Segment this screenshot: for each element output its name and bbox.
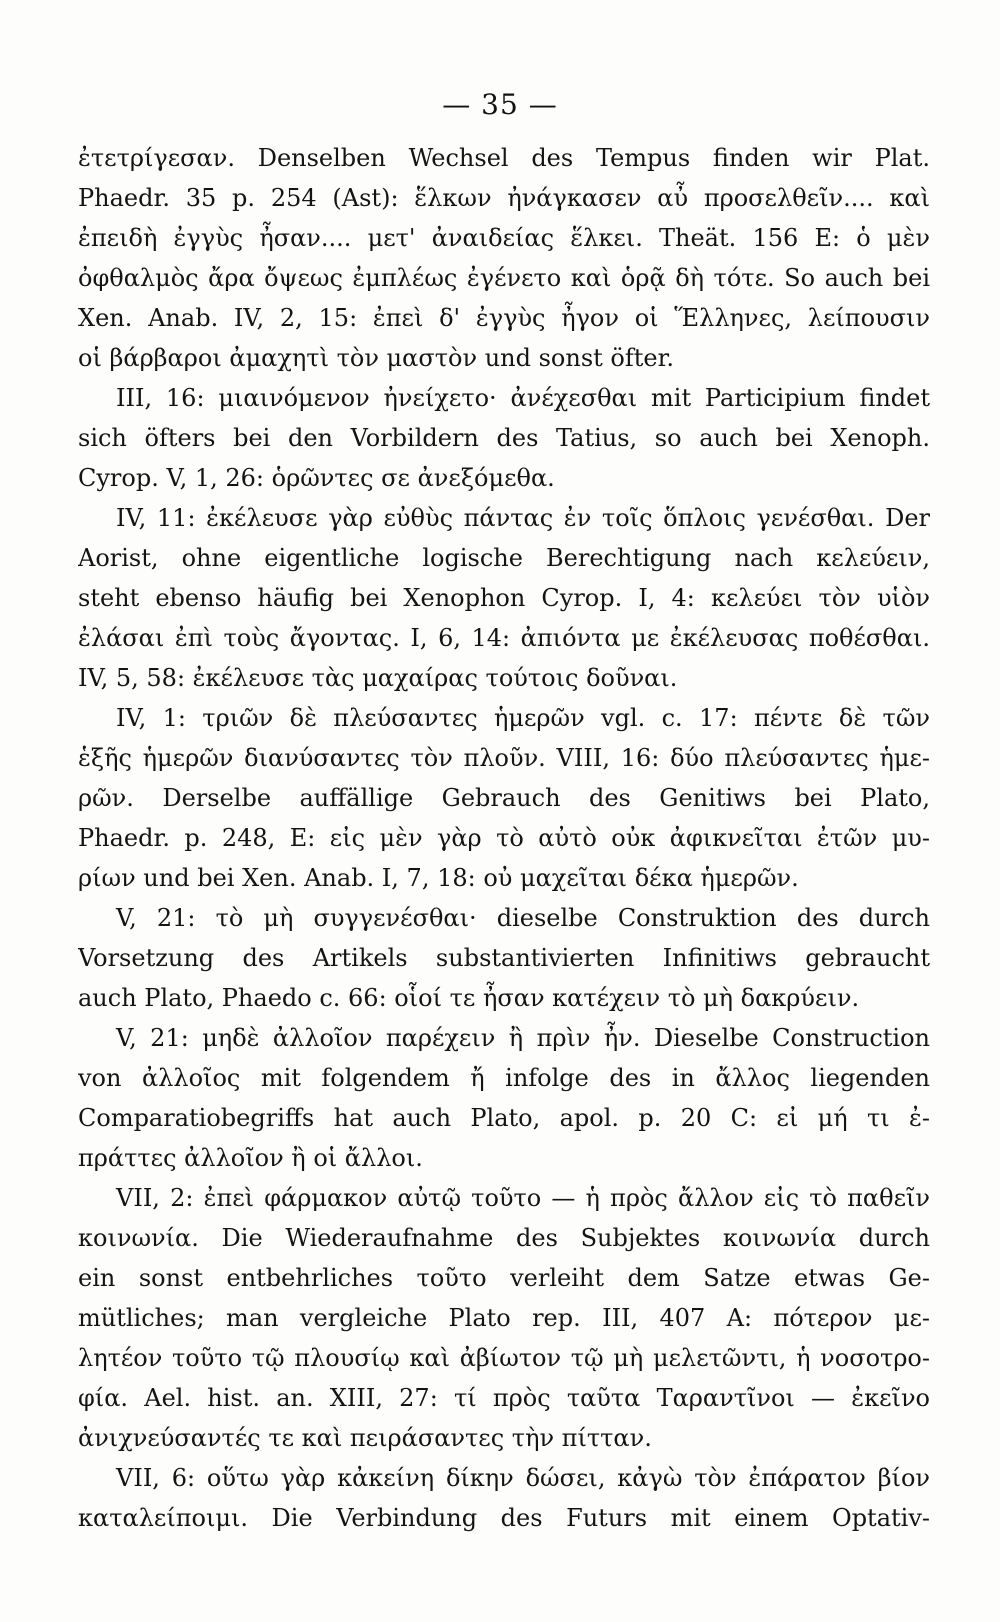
text-line: Aorist, ohne eigentliche logische Berechtigung nach κελεύειν, bbox=[78, 544, 930, 572]
text-line: ein sonst entbehrliches τοῦτο verleiht dem Satze etwas Ge- bbox=[78, 1264, 930, 1292]
text-line: auch Plato, Phaedo c. 66: οἷοί τε ἦσαν κατέχειν τὸ μὴ δακρύειν. bbox=[78, 984, 860, 1012]
body-text bbox=[78, 138, 930, 1538]
text-line: IV, 11: ἐκέλευσε γὰρ εὐθὺς πάντας ἐν τοῖς ὅπλοις γενέσθαι. Der bbox=[116, 504, 930, 532]
text-line: IV, 5, 58: ἐκέλευσε τὰς μαχαίρας τούτοις δοῦναι. bbox=[78, 664, 678, 692]
text-line: V, 21: τὸ μὴ συγγενέσθαι· dieselbe Construktion des durch bbox=[116, 904, 930, 932]
text-line: VII, 2: ἐπεὶ φάρμακον αὐτῷ τοῦτο — ἡ πρὸς ἄλλον εἰς τὸ παθεῖν bbox=[116, 1184, 930, 1212]
text-line: ρῶν. Derselbe auffällige Gebrauch des Genitiws bei Plato, bbox=[78, 784, 930, 812]
text-line: mütliches; man vergleiche Plato rep. III, 407 A: πότερον με- bbox=[78, 1304, 930, 1332]
text-line: VII, 6: οὕτω γὰρ κἀκείνη δίκην δώσει, κἀγὼ τὸν ἐπάρατον βίον bbox=[116, 1464, 930, 1492]
text-line: sich öfters bei den Vorbildern des Tatius, so auch bei Xenoph. bbox=[78, 424, 930, 452]
text-line: κοινωνία. Die Wiederaufnahme des Subjektes κοινωνία durch bbox=[78, 1224, 930, 1252]
text-line: Phaedr. p. 248, E: εἰς μὲν γὰρ τὸ αὐτὸ οὐκ ἀφικνεῖται ἐτῶν μυ- bbox=[78, 824, 930, 852]
text-line: III, 16: μιαινόμενον ἠνείχετο· ἀνέχεσθαι mit Participium findet bbox=[116, 384, 930, 412]
text-line: Xen. Anab. IV, 2, 15: ἐπεὶ δ' ἐγγὺς ἦγον οἱ Ἕλληνες, λείπουσιν bbox=[78, 304, 930, 332]
text-line: ἑξῆς ἡμερῶν διανύσαντες τὸν πλοῦν. VIII, 16: δύο πλεύσαντες ἡμε- bbox=[78, 744, 930, 772]
text-line: ὀφθαλμὸς ἄρα ὄψεως ἐμπλέως ἐγένετο καὶ ὁρᾷ δὴ τότε. So auch bei bbox=[78, 264, 930, 292]
text-line: Phaedr. 35 p. 254 (Ast): ἕλκων ἠνάγκασεν αὖ προσελθεῖν.... καὶ bbox=[78, 184, 930, 212]
text-line: Vorsetzung des Artikels substantivierten Infinitiws gebraucht bbox=[78, 944, 930, 972]
text-line: οἱ βάρβαροι ἀμαχητὶ τὸν μαστὸν und sonst öfter. bbox=[78, 344, 675, 372]
text-line: steht ebenso häufig bei Xenophon Cyrop. I, 4: κελεύει τὸν υἱὸν bbox=[78, 584, 930, 612]
text-line: Cyrop. V, 1, 26: ὁρῶντες σε ἀνεξόμεθα. bbox=[78, 464, 555, 492]
text-line: πράττες ἀλλοῖον ἢ οἱ ἄλλοι. bbox=[78, 1144, 423, 1172]
text-line: ἀνιχνεύσαντές τε καὶ πειράσαντες τὴν πίτταν. bbox=[78, 1424, 652, 1452]
text-line: V, 21: μηδὲ ἀλλοῖον παρέχειν ἢ πρὶν ἦν. Dieselbe Construction bbox=[116, 1024, 930, 1052]
text-line: von ἀλλοῖος mit folgendem ἤ infolge des in ἄλλος liegenden bbox=[78, 1064, 930, 1092]
text-line: ἐπειδὴ ἐγγὺς ἦσαν.... μετ' ἀναιδείας ἕλκει. Theät. 156 E: ὁ μὲν bbox=[78, 224, 930, 252]
text-line: λητέον τοῦτο τῷ πλουσίῳ καὶ ἀβίωτον τῷ μὴ μελετῶντι, ἡ νοσοτρο- bbox=[78, 1344, 930, 1372]
text-line: φία. Ael. hist. an. XIII, 27: τί πρὸς ταῦτα Ταραντῖνοι — ἐκεῖνο bbox=[78, 1384, 930, 1412]
text-line: Comparatiobegriffs hat auch Plato, apol. p. 20 C: εἰ μή τι ἐ- bbox=[78, 1104, 930, 1132]
page-number: — 35 — bbox=[442, 88, 558, 121]
text-line: ἐτετρίγεσαν. Denselben Wechsel des Tempus finden wir Plat. bbox=[78, 144, 930, 172]
text-line: καταλείποιμι. Die Verbindung des Futurs mit einem Optativ- bbox=[78, 1504, 930, 1532]
text-line: ἐλάσαι ἐπὶ τοὺς ἄγοντας. I, 6, 14: ἀπιόντα με ἐκέλευσας ποθέσθαι. bbox=[78, 624, 930, 652]
text-line: ρίων und bei Xen. Anab. I, 7, 18: οὐ μαχεῖται δέκα ἡμερῶν. bbox=[78, 864, 799, 892]
text-line: IV, 1: τριῶν δὲ πλεύσαντες ἡμερῶν vgl. c. 17: πέντε δὲ τῶν bbox=[116, 704, 930, 732]
